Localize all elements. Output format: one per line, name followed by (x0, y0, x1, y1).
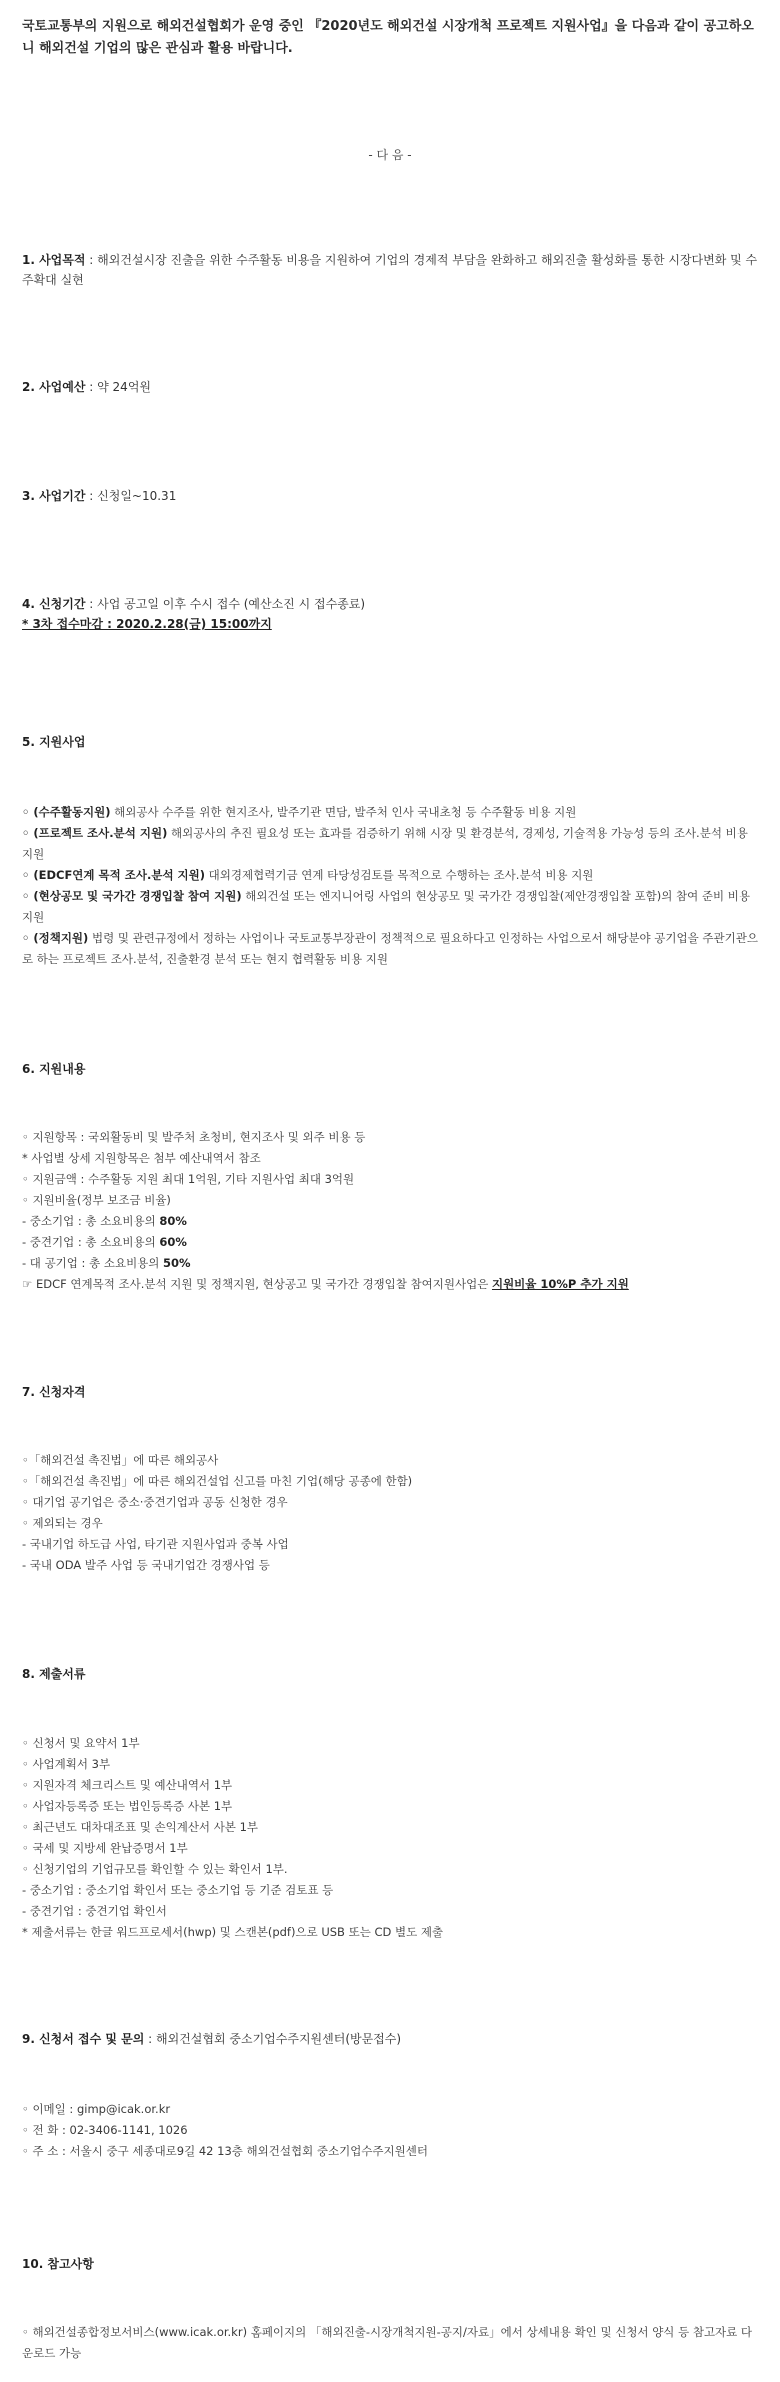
section-5-title: 5. 지원사업 (22, 735, 86, 749)
list-item: ◦ 사업자등록증 또는 법인등록증 사본 1부 (22, 1799, 233, 1813)
section-8-title: 8. 제출서류 (22, 1667, 86, 1681)
section-9-title: 9. 신청서 접수 및 문의 (22, 2032, 145, 2046)
section-3-text: : 신청일~10.31 (85, 489, 177, 503)
section-9-list (22, 2099, 762, 2162)
section-4-text: : 사업 공고일 이후 수시 접수 (예산소진 시 접수종료) (85, 597, 366, 611)
list-item: - 국내 ODA 발주 사업 등 국내기업간 경쟁사업 등 (22, 1558, 270, 1572)
list-item: * 제출서류는 한글 워드프로세서(hwp) 및 스캔본(pdf)으로 USB 또는 CD 별도 제출 (22, 1925, 444, 1939)
section-5-list (22, 802, 762, 970)
list-item: * 사업별 상세 지원항목은 첨부 예산내역서 참조 (22, 1151, 261, 1165)
list-item: ◦ (EDCF연계 목적 조사.분석 지원) 대외경제협력기금 연계 타당성검토를 목적으로 수행하는 조사.분석 비용 지원 (22, 868, 594, 882)
section-6 (22, 1059, 762, 1079)
list-item: ☞ EDCF 연계목적 조사.분석 지원 및 정책지원, 현상공고 및 국가간 경쟁입찰 참여지원사업은 지원비율 10%P 추가 지원 (22, 1277, 629, 1291)
section-3-title: 3. 사업기간 (22, 489, 86, 503)
list-item: ◦「해외건설 촉진법」에 따른 해외공사 (22, 1453, 219, 1467)
dagum-heading: - 다 음 - (368, 148, 412, 162)
section-6-list (22, 1127, 762, 1295)
list-item: ◦ 지원자격 체크리스트 및 예산내역서 1부 (22, 1778, 233, 1792)
list-item: ◦ 주 소 : 서울시 중구 세종대로9길 42 13층 해외건설협회 중소기업수주지원센터 (22, 2144, 428, 2158)
section-4-title: 4. 신청기간 (22, 597, 86, 611)
section-1 (22, 250, 762, 290)
list-item: ◦ 전 화 : 02-3406-1141, 1026 (22, 2123, 188, 2137)
section-9 (22, 2029, 762, 2049)
section-10-title: 10. 참고사항 (22, 2257, 94, 2271)
list-item: ◦ (프로젝트 조사.분석 지원) 해외공사의 추진 필요성 또는 효과를 검증하기 위해 시장 및 환경분석, 경제성, 기술적용 가능성 등의 조사.분석 비용 지원 (22, 826, 748, 861)
section-9-text: : 해외건설협회 중소기업수주지원센터(방문접수) (144, 2032, 402, 2046)
section-8-list (22, 1733, 762, 1943)
list-item: ◦ 국세 및 지방세 완납증명서 1부 (22, 1841, 188, 1855)
intro-paragraph: 국토교통부의 지원으로 해외건설협회가 운영 중인 『2020년도 해외건설 시장개척 프로젝트 지원사업』을 다음과 같이 공고하오니 해외건설 기업의 많은 관심과 활용 바랍니다. (22, 19, 754, 56)
section-2-text: : 약 24억원 (85, 380, 152, 394)
section-10 (22, 2254, 762, 2274)
section-1-text: : 해외건설시장 진출을 위한 수주활동 비용을 지원하여 기업의 경제적 부담을 완화하고 해외진출 활성화를 통한 시장다변화 및 수주확대 실현 (22, 253, 758, 287)
list-item: - 대 공기업 : 총 소요비용의 50% (22, 1256, 191, 1270)
list-item: ◦ 지원금액 : 수주활동 지원 최대 1억원, 기타 지원사업 최대 3억원 (22, 1172, 355, 1186)
list-item: - 중견기업 : 중견기업 확인서 (22, 1904, 167, 1918)
list-item: - 국내기업 하도급 사업, 타기관 지원사업과 중복 사업 (22, 1537, 289, 1551)
list-item: ◦ 신청기업의 기업규모를 확인할 수 있는 확인서 1부. (22, 1862, 288, 1876)
list-item: ◦「해외건설 촉진법」에 따른 해외건설업 신고를 마친 기업(해당 공종에 한함) (22, 1474, 413, 1488)
section-5 (22, 732, 762, 752)
list-item: - 중소기업 : 중소기업 확인서 또는 중소기업 등 기준 검토표 등 (22, 1883, 334, 1897)
list-item: ◦ 제외되는 경우 (22, 1516, 103, 1530)
section-2 (22, 377, 762, 397)
section-7-title: 7. 신청자격 (22, 1385, 86, 1399)
section-8 (22, 1664, 762, 1684)
list-item: ◦ 지원항목 : 국외활동비 및 발주처 초청비, 현지조사 및 외주 비용 등 (22, 1130, 366, 1144)
list-item: ◦ 신청서 및 요약서 1부 (22, 1736, 140, 1750)
list-item: ◦ (정책지원) 법령 및 관련규정에서 정하는 사업이나 국토교통부장관이 정책적으로 필요하다고 인정하는 사업으로서 해당분야 공기업을 주관기관으로 하는 프로젝트 조사.분석, 진출환경 분석 또는 현지 협력활동 비용 지원 (22, 931, 758, 966)
list-item: ◦ 사업계획서 3부 (22, 1757, 111, 1771)
list-item: ◦ 대기업 공기업은 중소·중견기업과 공동 신청한 경우 (22, 1495, 288, 1509)
section-4 (22, 594, 762, 634)
section-7 (22, 1382, 762, 1402)
section-10-text: ◦ 해외건설종합정보서비스(www.icak.or.kr) 홈페이지의 「해외진출-시장개척지원-공지/자료」에서 상세내용 확인 및 신청서 양식 등 참고자료 다운로드 가능 (22, 2325, 753, 2360)
list-item: ◦ 지원비율(정부 보조금 비율) (22, 1193, 171, 1207)
list-item: - 중소기업 : 총 소요비용의 80% (22, 1214, 187, 1228)
list-item: ◦ 이메일 : gimp@icak.or.kr (22, 2102, 171, 2116)
section-2-title: 2. 사업예산 (22, 380, 86, 394)
list-item: ◦ (수주활동지원) 해외공사 수주를 위한 현지조사, 발주기관 면담, 발주처 인사 국내초청 등 수주활동 비용 지원 (22, 805, 577, 819)
section-7-list (22, 1450, 762, 1576)
section-6-title: 6. 지원내용 (22, 1062, 86, 1076)
section-3 (22, 486, 762, 506)
list-item: ◦ 최근년도 대차대조표 및 손익계산서 사본 1부 (22, 1820, 258, 1834)
deadline-notice: * 3차 접수마감 : 2020.2.28(금) 15:00까지 (22, 617, 272, 631)
list-item: - 중견기업 : 총 소요비용의 60% (22, 1235, 187, 1249)
list-item: ◦ (현상공모 및 국가간 경쟁입찰 참여 지원) 해외건설 또는 엔지니어링 사업의 현상공모 및 국가간 경쟁입찰(제안경쟁입찰 포함)의 참여 준비 비용 지원 (22, 889, 750, 924)
section-1-title: 1. 사업목적 (22, 253, 86, 267)
